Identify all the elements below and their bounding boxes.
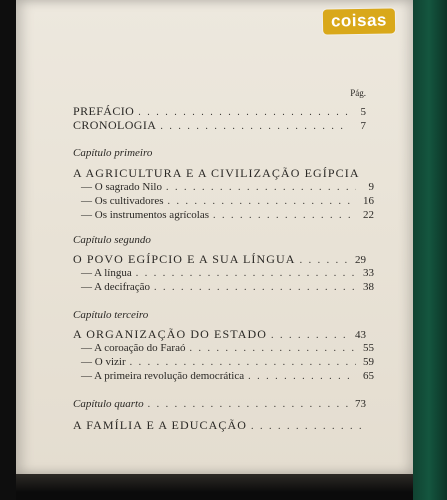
leader-dots [271,329,348,343]
chapter-4 [73,396,366,432]
subsection-entry [73,194,374,208]
page-number: 16 [363,195,374,207]
chapter-title-row [73,327,366,341]
toc-entry-cronologia [73,118,366,132]
chapter-title-row [73,166,366,180]
subsection-title: — O vizir [81,355,126,369]
toc-entry-prefacio [73,104,366,118]
page-number: 43 [355,329,366,341]
chapter-2 [73,232,374,294]
page-number: 7 [360,120,366,132]
chapter-title-row [73,418,366,432]
subsection-entry [73,341,374,355]
subsection-title: — Os instrumentos agrícolas [81,208,209,222]
leader-dots [213,209,356,223]
leader-dots [148,397,348,413]
entry-title: CRONOLOGIA [73,118,157,132]
front-matter [73,104,366,132]
subsection-title: — A coroação do Faraó [81,341,185,355]
chapter-title: A ORGANIZAÇÃO DO ESTADO [73,327,268,341]
chapter-1 [73,145,374,222]
page-number: 38 [363,281,374,293]
subsection-title: — A língua [81,266,132,280]
book-cover-edge [407,0,447,500]
subsection-entry [73,369,374,383]
page-number: 59 [363,356,374,368]
book-page [16,0,413,474]
subsection-entry [73,180,374,194]
watermark-logo: coisas [323,8,395,34]
chapter-label-row [73,396,366,412]
leader-dots [160,120,348,134]
page-number: 73 [355,398,366,410]
page-number: 33 [363,267,374,279]
chapter-label: Capítulo terceiro [73,309,149,321]
chapter-title: A AGRICULTURA E A CIVILIZAÇÃO EGÍPCIA [73,166,360,180]
chapter-label: Capítulo primeiro [73,147,153,159]
leader-dots [251,420,362,434]
leader-dots [136,267,356,281]
page-column-label: Pág. [350,88,366,98]
chapter-label: Capítulo segundo [73,234,151,246]
leader-dots [166,181,356,195]
subsection-entry [73,280,374,294]
leader-dots [154,281,356,295]
page-number: 55 [363,342,374,354]
page-number: 65 [363,370,374,382]
chapter-title-row [73,252,366,266]
page-number: 22 [363,209,374,221]
leader-dots [138,106,348,120]
chapter-3 [73,307,374,383]
page-number: 9 [368,181,374,193]
subsection-entry [73,208,374,222]
subsection-entry [73,355,374,369]
leader-dots [130,356,356,370]
page-bottom-shadow [16,474,413,500]
chapter-label: Capítulo quarto [73,398,144,410]
subsection-title: — Os cultivadores [81,194,163,208]
leader-dots [248,370,356,384]
subsection-title: — A primeira revolução democrática [81,369,244,383]
leader-dots [300,254,348,268]
entry-title: PREFÁCIO [73,104,135,118]
page-number: 29 [355,254,366,266]
subsection-title: — O sagrado Nilo [81,180,162,194]
leader-dots [189,342,356,356]
subsection-title: — A decifração [81,280,150,294]
chapter-title: O POVO EGÍPCIO E A SUA LÍNGUA [73,252,296,266]
subsection-entry [73,266,374,280]
leader-dots [167,195,356,209]
chapter-title: A FAMÍLIA E A EDUCAÇÃO [73,418,247,432]
page-number: 5 [360,106,366,118]
